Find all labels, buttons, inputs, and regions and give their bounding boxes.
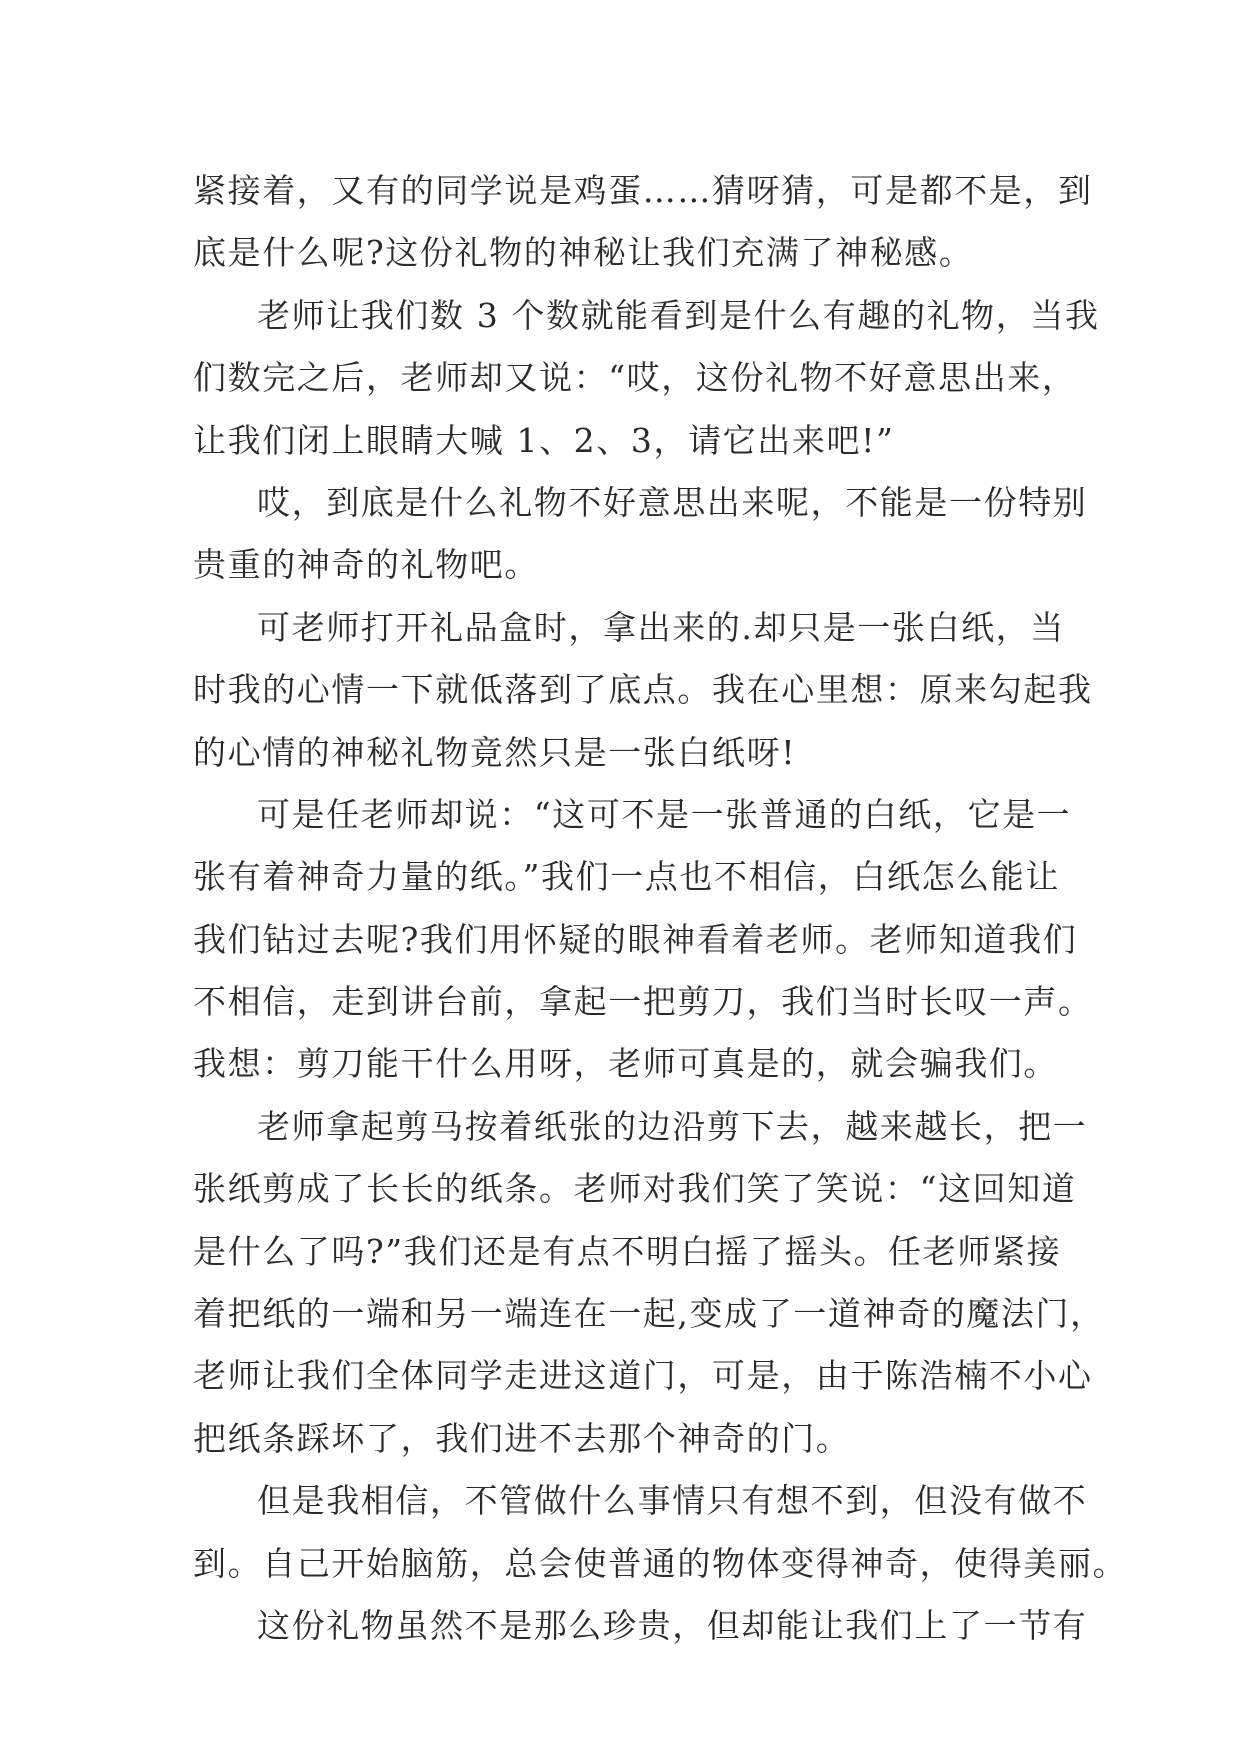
text-line: 老师让我们全体同学走进这道门，可是，由于陈浩楠不小心 [193,1356,1093,1396]
text-line: 张有着神奇力量的纸。”我们一点也不相信，白纸怎么能让 [193,857,1060,897]
text-line: 我想：剪刀能干什么用呀，老师可真是的，就会骗我们。 [193,1044,1058,1084]
document-body [193,160,1128,1657]
text-line: 老师拿起剪马按着纸张的边沿剪下去，越来越长，把一 [257,1106,1088,1146]
text-line: 让我们闭上眼睛大喊 1、2、3，请它出来吧!” [193,420,895,460]
text-line: 着把纸的一端和另一端连在一起,变成了一道神奇的魔法门， [193,1294,1105,1334]
text-line: 老师让我们数 3 个数就能看到是什么有趣的礼物，当我 [257,295,1100,335]
text-line: 可是任老师却说：“这可不是一张普通的白纸，它是一 [257,794,1072,834]
text-line: 时我的心情一下就低落到了底点。我在心里想：原来勾起我 [193,670,1093,710]
text-line: 是什么了吗?”我们还是有点不明白摇了摇头。任老师紧接 [193,1231,1062,1271]
text-line: 的心情的神秘礼物竟然只是一张白纸呀! [193,732,797,772]
text-line: 不相信，走到讲台前，拿起一把剪刀，我们当时长叹一声。 [193,982,1093,1022]
text-line: 哎，到底是什么礼物不好意思出来呢，不能是一份特别 [257,482,1088,522]
text-line: 张纸剪成了长长的纸条。老师对我们笑了笑说：“这回知道 [193,1169,1077,1209]
text-line: 紧接着，又有的同学说是鸡蛋……猜呀猜，可是都不是，到 [193,171,1093,210]
text-line: 我们钻过去呢?我们用怀疑的眼神看着老师。老师知道我们 [193,919,1078,959]
text-line: 把纸条踩坏了，我们进不去那个神奇的门。 [193,1418,851,1458]
text-line: 底是什么呢?这份礼物的神秘让我们充满了神秘感。 [193,233,974,273]
text-line: 可老师打开礼品盒时，拿出来的.却只是一张白纸，当 [257,607,1065,647]
text-line: 但是我相信，不管做什么事情只有想不到，但没有做不 [257,1481,1088,1521]
text-line: 到。自己开始脑筋，总会使普通的物体变得神奇，使得美丽。 [193,1543,1128,1583]
text-line: 们数完之后，老师却又说：“哎，这份礼物不好意思出来， [193,358,1077,398]
text-line: 这份礼物虽然不是那么珍贵，但却能让我们上了一节有 [257,1605,1088,1645]
text-line: 贵重的神奇的礼物吧。 [193,545,539,585]
